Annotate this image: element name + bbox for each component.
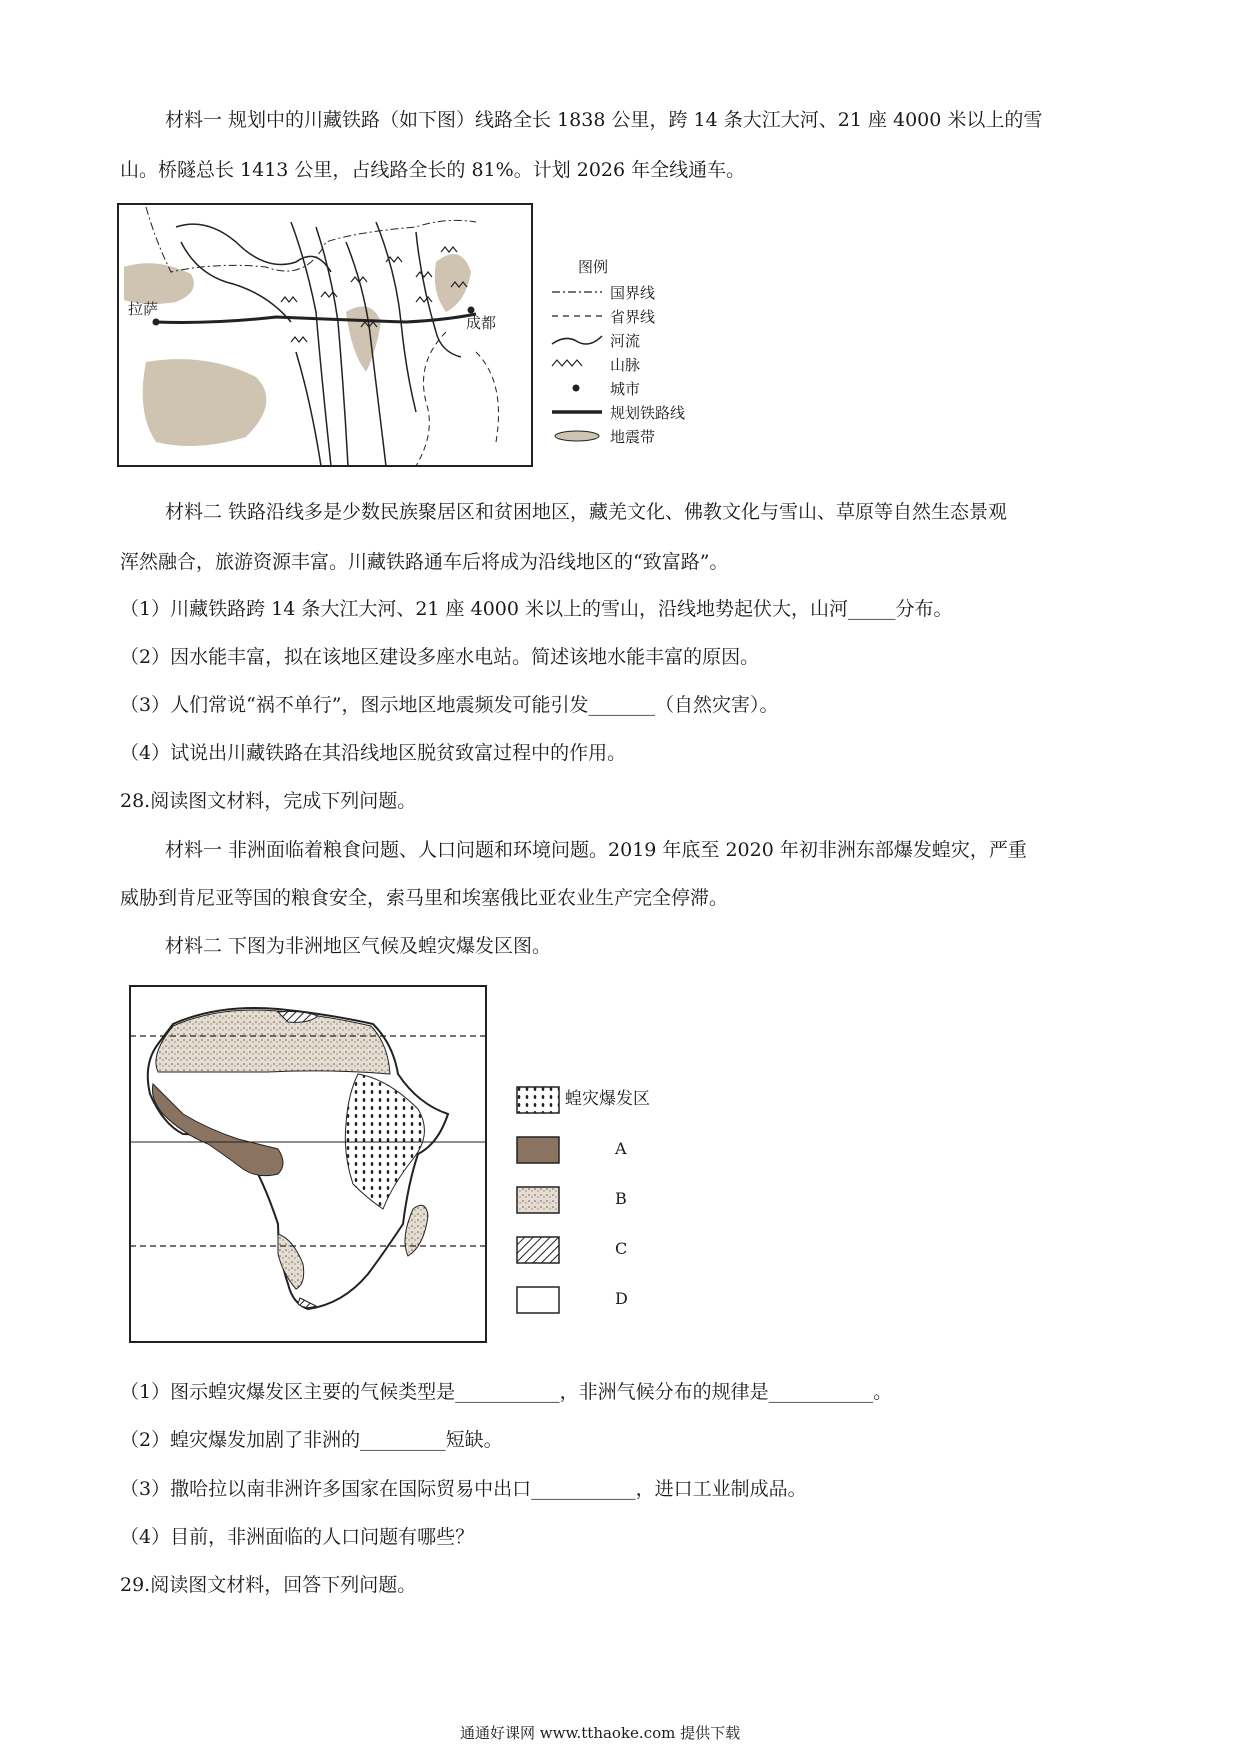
q28-question-1: （1）图示蝗灾爆发区主要的气候类型是___________，非洲气候分布的规律是___________。 [120,1381,893,1403]
q28-heading: 28.阅读图文材料，完成下列问题。 [120,790,417,812]
legend-label-locust: 蝗灾爆发区 [565,1089,650,1109]
q27-question-4: （4）试说出川藏铁路在其沿线地区脱贫致富过程中的作用。 [120,742,627,764]
legend-symbols [548,278,608,468]
legend-label-railway: 规划铁路线 [610,404,686,422]
legend-swatch-locust [517,1087,559,1113]
legend-swatch-c [517,1237,559,1263]
africa-map-legend [515,1085,715,1315]
legend-label-river: 河流 [610,332,641,350]
legend-swatch-b [517,1187,559,1213]
africa-legend-swatches [515,1085,565,1315]
legend-symbol-mountain [552,360,582,366]
city-marker-chengdu [468,307,475,314]
q28-question-4: （4）目前，非洲面临的人口问题有哪些？ [120,1526,475,1548]
legend-label-b: B [615,1189,627,1208]
q27-question-2: （2）因水能丰富，拟在该地区建设多座水电站。简述该地水能丰富的原因。 [120,646,760,668]
legend-label-earthquake-zone: 地震带 [610,428,656,446]
legend-label-d: D [615,1289,628,1308]
q27-question-1: （1）川藏铁路跨 14 条大江大河、21 座 4000 米以上的雪山，沿线地势起伏大，山河_____分布。 [120,598,953,620]
city-label-chengdu: 成都 [466,314,497,332]
africa-map-drawing [128,984,490,1346]
page-footer: 通通好课网 www.tthaoke.com 提供下载 [460,1724,741,1742]
africa-locust-map [128,984,490,1346]
q27-material1-line1: 材料一 规划中的川藏铁路（如下图）线路全长 1838 公里，跨 14 条大江大河、21 座 4000 米以上的雪 [165,109,1043,131]
legend-title: 图例 [578,258,609,276]
city-marker-lhasa [153,319,160,326]
legend-label-a: A [615,1139,627,1158]
q28-material1-line2: 威胁到肯尼亚等国的粮食安全，索马里和埃塞俄比亚农业生产完全停滞。 [120,887,729,909]
legend-symbol-earthquake-zone [555,431,599,441]
q28-material1-line1: 材料一 非洲面临着粮食问题、人口问题和环境问题。2019 年底至 2020 年初非洲东部爆发蝗灾，严重 [165,839,1027,861]
city-label-lhasa: 拉萨 [128,300,159,318]
q27-material1-line2: 山。桥隧总长 1413 公里，占线路全长的 81%。计划 2026 年全线通车。 [120,159,746,181]
legend-label-national-border: 国界线 [610,284,656,302]
q27-material2-line2: 浑然融合，旅游资源丰富。川藏铁路通车后将成为沿线地区的“致富路”。 [120,551,729,573]
railway-map-drawing [116,202,536,470]
legend-symbol-city [573,385,580,392]
legend-label-city: 城市 [610,380,641,398]
q28-question-2: （2）蝗灾爆发加剧了非洲的_________短缺。 [120,1429,503,1451]
q28-material2: 材料二 下图为非洲地区气候及蝗灾爆发区图。 [165,935,552,957]
q29-heading: 29.阅读图文材料，回答下列问题。 [120,1574,417,1596]
railway-map-legend [548,258,688,468]
q27-question-3: （3）人们常说“祸不单行”，图示地区地震频发可能引发_______（自然灾害）。 [120,694,779,716]
legend-label-mountain: 山脉 [610,356,641,374]
legend-label-c: C [615,1239,628,1258]
sichuan-tibet-railway-map [116,202,536,470]
legend-swatch-a [517,1137,559,1163]
legend-symbol-river [552,336,602,344]
q28-question-3: （3）撒哈拉以南非洲许多国家在国际贸易中出口___________，进口工业制成品。 [120,1478,807,1500]
q27-material2-line1: 材料二 铁路沿线多是少数民族聚居区和贫困地区，藏羌文化、佛教文化与雪山、草原等自然生态景观 [165,501,1008,523]
legend-label-provincial-border: 省界线 [610,308,656,326]
legend-swatch-d [517,1287,559,1313]
